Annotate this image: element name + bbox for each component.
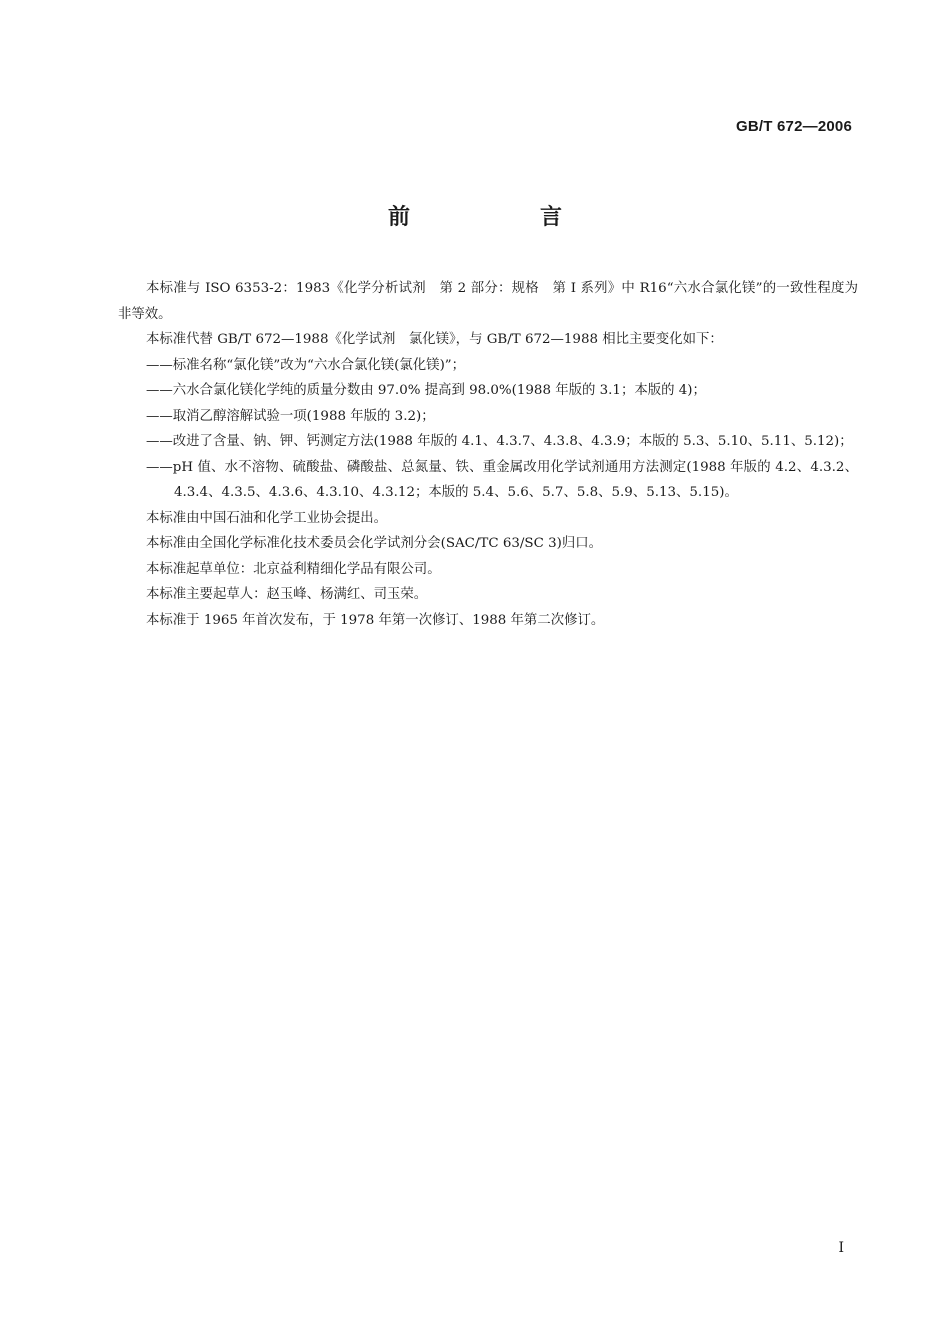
paragraph-consistency: 本标准与 ISO 6353-2：1983《化学分析试剂 第 2 部分：规格 第 I 系列》中 R16“六水合氯化镁”的一致性程度为非等效。 xyxy=(118,281,858,322)
change-item: ——标准名称“氯化镁”改为“六水合氯化镁(氯化镁)”； xyxy=(146,357,466,373)
standard-code: GB/T 672—2006 xyxy=(736,118,852,135)
change-item: ——六水合氯化镁化学纯的质量分数由 97.0% 提高到 98.0%(1988 年版的 3.1；本版的 4)； xyxy=(146,383,706,398)
paragraph-history: 本标准于 1965 年首次发布，于 1978 年第一次修订、1988 年第二次修订。 xyxy=(146,612,605,628)
paragraph-proposer: 本标准由中国石油和化学工业协会提出。 xyxy=(146,510,388,526)
paragraph-drafters: 本标准主要起草人：赵玉峰、杨满红、司玉荣。 xyxy=(146,587,428,602)
paragraph-replacement: 本标准代替 GB/T 672—1988《化学试剂 氯化镁》，与 GB/T 672—1988 相比主要变化如下： xyxy=(146,332,723,347)
page-title: 前 言 xyxy=(387,205,616,230)
change-item: ——改进了含量、钠、钾、钙测定方法(1988 年版的 4.1、4.3.7、4.3.8、4.3.9；本版的 5.3、5.10、5.11、5.12)； xyxy=(146,434,853,449)
page-number: I xyxy=(838,1240,844,1256)
document-body xyxy=(118,276,858,633)
paragraph-drafting-unit: 本标准起草单位：北京益利精细化学品有限公司。 xyxy=(146,561,441,577)
change-item: ——取消乙醇溶解试验一项(1988 年版的 3.2)； xyxy=(146,408,435,424)
paragraph-administrator: 本标准由全国化学标准化技术委员会化学试剂分会(SAC/TC 63/SC 3)归口。 xyxy=(146,536,602,551)
change-item: ——pH 值、水不溶物、硫酸盐、磷酸盐、总氮量、铁、重金属改用化学试剂通用方法测定(1988 年版的 4.2、4.3.2、4.3.4、4.3.5、4.3.6、4.3.10、4.3.12；本版的 5.4、5.6、5.7、5.8、5.9、5.13、5.15)。 xyxy=(146,459,858,500)
